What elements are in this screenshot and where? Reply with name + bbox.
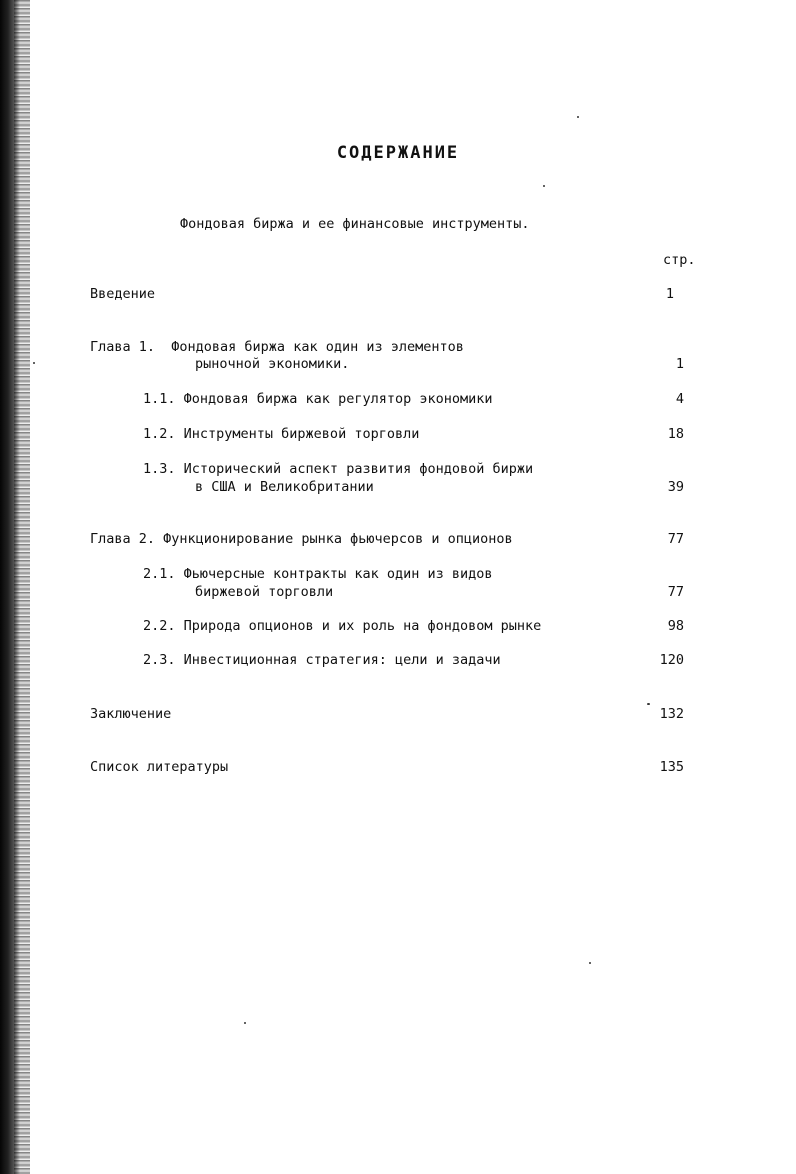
toc-entry-section-2-1-line-1: 2.1. Фьючерсные контракты как один из видов <box>143 566 493 582</box>
toc-page-conclusion: 132 <box>659 706 684 722</box>
toc-entry-references: Список литературы <box>90 759 229 775</box>
document-subtitle: Фондовая биржа и ее финансовые инструменты. <box>180 216 530 232</box>
toc-page-section-2-2: 98 <box>667 618 684 634</box>
toc-page-section-1-2: 18 <box>667 426 684 442</box>
toc-page-chapter-2: 77 <box>667 531 684 547</box>
toc-entry-chapter-1-line-2: рыночной экономики. <box>195 356 350 372</box>
toc-entry-section-1-2: 1.2. Инструменты биржевой торговли <box>143 426 420 442</box>
toc-entry-chapter-2: Глава 2. Функционирование рынка фьючерсов и опционов <box>90 531 513 547</box>
toc-page-intro: 1 <box>665 286 674 302</box>
toc-page-section-2-3: 120 <box>659 652 684 668</box>
toc-page-section-1-3: 39 <box>667 479 684 495</box>
scan-speck <box>589 962 591 964</box>
toc-entry-section-1-1: 1.1. Фондовая биржа как регулятор экономики <box>143 391 493 407</box>
binding-edge <box>14 0 30 1174</box>
toc-entry-section-2-2: 2.2. Природа опционов и их роль на фондовом рынке <box>143 618 542 634</box>
toc-page-section-1-1: 4 <box>675 391 684 407</box>
toc-entry-section-2-3: 2.3. Инвестиционная стратегия: цели и задачи <box>143 652 501 668</box>
toc-entry-intro: Введение <box>90 286 156 302</box>
page-title: СОДЕРЖАНИЕ <box>336 143 460 163</box>
toc-entry-section-2-1-line-2: биржевой торговли <box>195 584 334 600</box>
toc-page-references: 135 <box>659 759 684 775</box>
toc-entry-section-1-3-line-1: 1.3. Исторический аспект развития фондовой биржи <box>143 461 534 477</box>
scan-speck <box>244 1022 246 1024</box>
toc-entry-section-1-3-line-2: в США и Великобритании <box>195 479 374 495</box>
toc-page-section-2-1: 77 <box>667 584 684 600</box>
scan-speck <box>647 703 650 705</box>
scan-speck <box>543 185 545 187</box>
page-column-label: стр. <box>663 252 696 268</box>
toc-page-chapter-1: 1 <box>675 356 684 372</box>
toc-entry-chapter-1-line-1: Глава 1. Фондовая биржа как один из элементов <box>90 339 464 355</box>
scan-speck <box>33 362 35 364</box>
scan-speck <box>577 116 579 118</box>
toc-entry-conclusion: Заключение <box>90 706 172 722</box>
